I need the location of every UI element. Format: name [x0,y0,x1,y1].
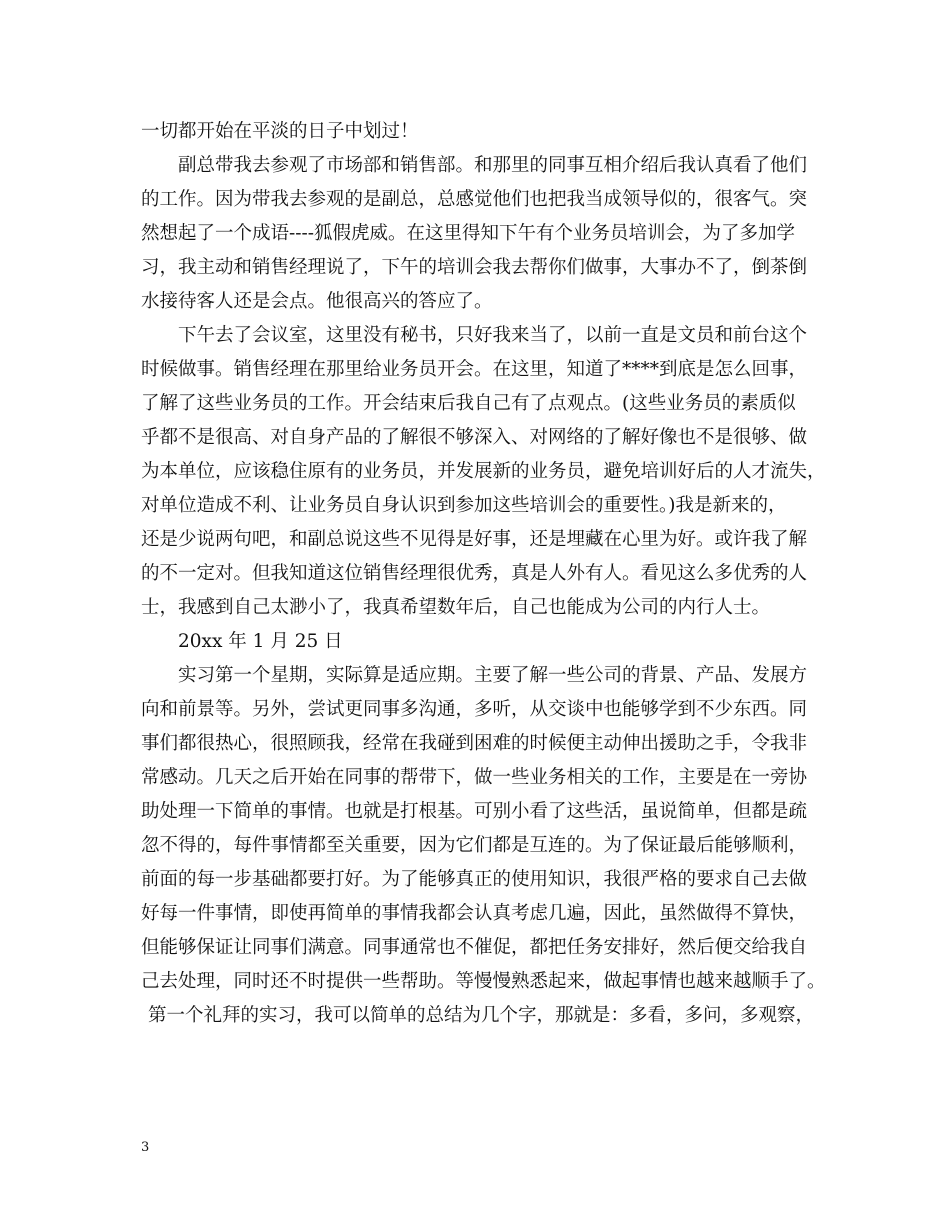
text-line: 习，我主动和销售经理说了，下午的培训会我去帮你们做事，大事办不了，倒茶倒 [141,257,808,278]
text-line: 了解了这些业务员的工作。开会结束后我自己有了点观点。(这些业务员的素质似 [141,393,796,414]
text-line: 忽不得的，每件事情都至关重要，因为它们都是互连的。为了保证最后能够顺利， [141,835,808,856]
text-line: 对单位造成不利、让业务员自身认识到参加这些培训会的重要性。)我是新来的， [141,495,787,516]
text-line: 为本单位，应该稳住原有的业务员，并发展新的业务员，避免培训好后的人才流失， [141,461,826,482]
text-line: 副总带我去参观了市场部和销售部。和那里的同事互相介绍后我认真看了他们 [178,155,808,176]
text-line: 常感动。几天之后开始在同事的帮带下，做一些业务相关的工作，主要是在一旁协 [141,767,808,788]
text-line: 事们都很热心，很照顾我，经常在我碰到困难的时候便主动伸出援助之手，令我非 [141,733,808,754]
date-line: 20xx 年 1 月 25 日 [178,631,343,652]
text-line: 助处理一下简单的事情。也就是打根基。可别小看了这些活，虽说简单，但都是疏 [141,801,808,822]
text-line: 时候做事。销售经理在那里给业务员开会。在这里，知道了****到底是怎么回事， [141,359,808,380]
text-line: 好每一件事情，即使再简单的事情我都会认真考虑几遍，因此，虽然做得不算快， [141,903,808,924]
text-line: 然想起了一个成语----狐假虎威。在这里得知下午有个业务员培训会，为了多加学 [141,223,796,244]
text-line: 的工作。因为带我去参观的是副总，总感觉他们也把我当成领导似的，很客气。突 [141,189,808,210]
text-line: 还是少说两句吧，和副总说这些不见得是好事，还是埋藏在心里为好。或许我了解 [141,529,808,550]
text-line: 但能够保证让同事们满意。同事通常也不催促，都把任务安排好，然后便交给我自 [141,937,808,958]
text-line: 己去处理，同时还不时提供一些帮助。等慢慢熟悉起来，做起事情也越来越顺手了。 [141,971,826,992]
text-line: 第一个礼拜的实习，我可以简单的总结为几个字，那就是：多看，多问，多观察， [148,1005,815,1026]
text-line: 前面的每一步基础都要打好。为了能够真正的使用知识，我很严格的要求自己去做 [141,869,808,890]
text-line: 水接待客人还是会点。他很高兴的答应了。 [141,291,493,312]
text-line: 士，我感到自己太渺小了，我真希望数年后，自己也能成为公司的内行人士。 [141,597,771,618]
text-line: 的不一定对。但我知道这位销售经理很优秀，真是人外有人。看见这么多优秀的人 [141,563,808,584]
text-line: 下午去了会议室，这里没有秘书，只好我来当了，以前一直是文员和前台这个 [178,325,808,346]
text-line: 一切都开始在平淡的日子中划过！ [141,121,419,142]
page-number: 3 [141,1140,150,1155]
text-line: 实习第一个星期，实际算是适应期。主要了解一些公司的背景、产品、发展方 [178,665,808,686]
text-line: 向和前景等。另外，尝试更同事多沟通，多听，从交谈中也能够学到不少东西。同 [141,699,808,720]
text-line: 乎都不是很高、对自身产品的了解很不够深入、对网络的了解好像也不是很够、做 [141,427,808,448]
